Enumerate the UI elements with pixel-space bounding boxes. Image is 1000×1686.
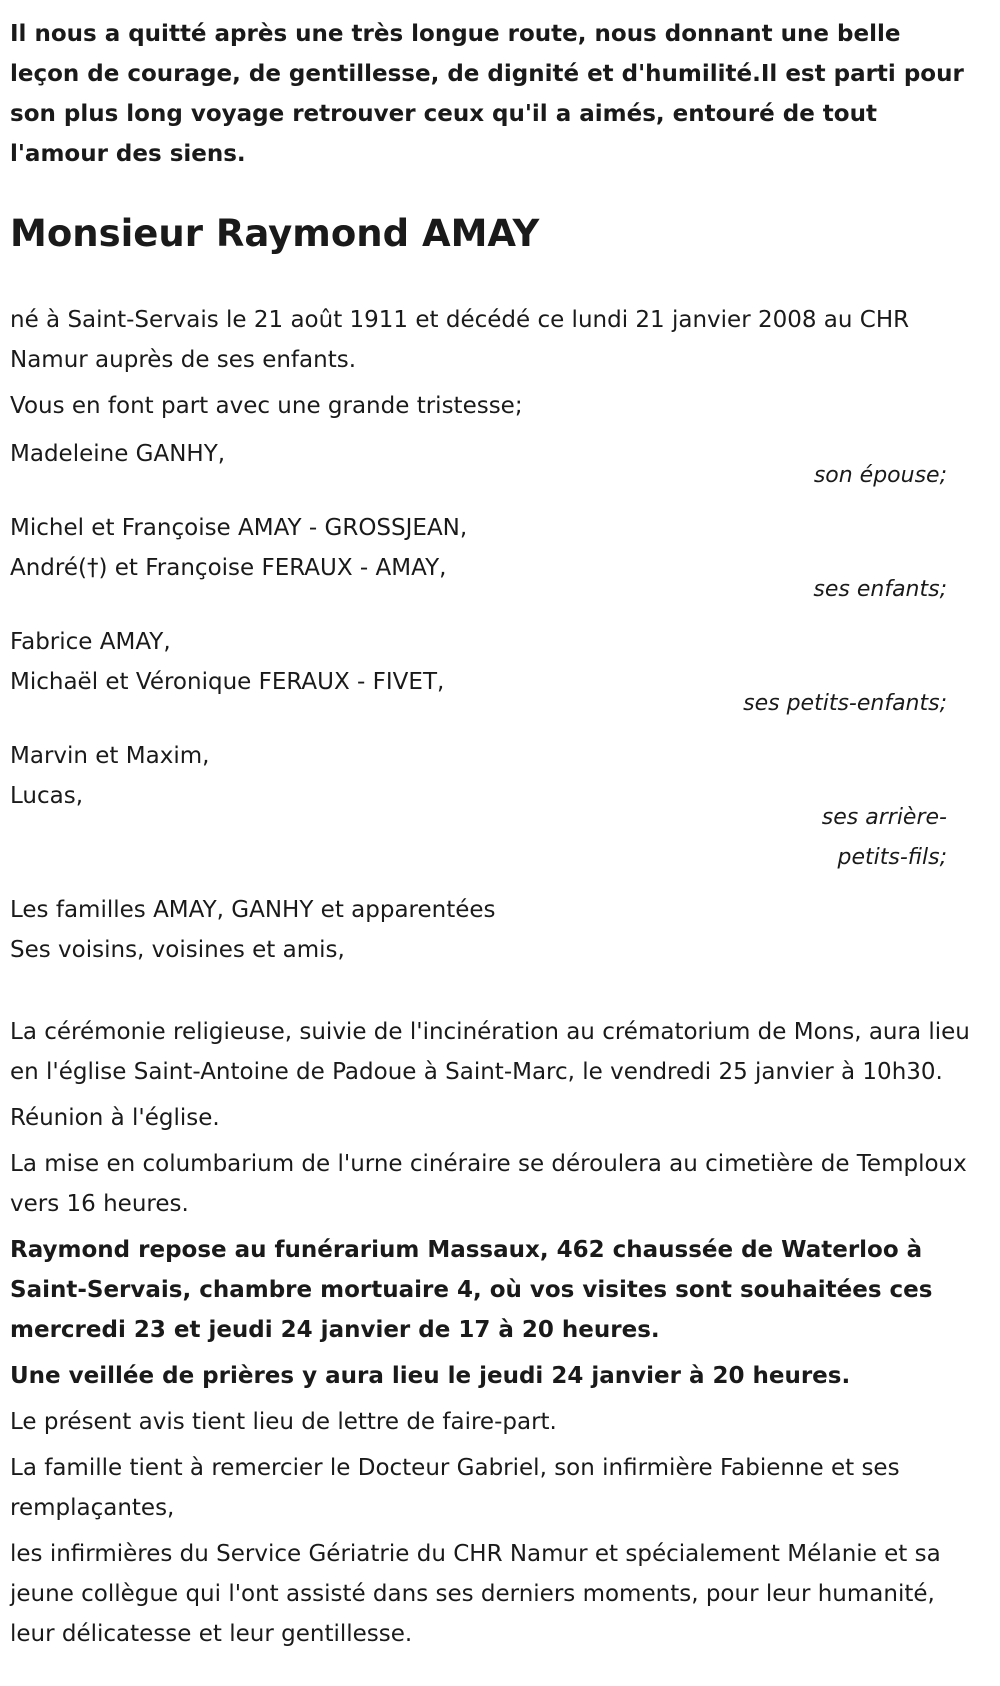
family-relation: ses arrière-	[821, 805, 947, 830]
family-group-great-grandchildren	[10, 736, 970, 878]
family-relation: ses petits-enfants;	[743, 691, 947, 716]
vigil-line: Une veillée de prières y aura lieu le jeudi 24 janvier à 20 heures.	[10, 1363, 851, 1389]
family-name-line: Fabrice AMAY,	[10, 629, 171, 655]
family-name-line: Michaël et Véronique FERAUX - FIVET,	[10, 669, 445, 695]
notice-line: Le présent avis tient lieu de lettre de faire-part.	[10, 1409, 557, 1435]
columbarium-paragraph: La mise en columbarium de l'urne cinéraire se déroulera au cimetière de Temploux vers 16 heures.	[10, 1151, 967, 1217]
family-name-line: Madeleine GANHY,	[10, 441, 226, 467]
funerarium-paragraph: Raymond repose au funérarium Massaux, 462 chaussée de Waterloo à Saint-Servais, chambre mortuaire 4, où vos visites sont souhaitées ces mercredi 23 et jeudi 24 janvier de 17 à 20 heures.	[10, 1237, 933, 1343]
meeting-line: Réunion à l'église.	[10, 1105, 220, 1131]
other-family-line: Ses voisins, voisines et amis,	[10, 937, 345, 963]
obituary-body	[10, 300, 970, 1654]
family-relation: ses enfants;	[813, 577, 947, 602]
family-relation: petits-fils;	[837, 845, 947, 870]
ceremony-paragraph: La cérémonie religieuse, suivie de l'incinération au crématorium de Mons, aura lieu en l'église Saint-Antoine de Padoue à Saint-Marc, le vendredi 25 janvier à 10h30.	[10, 1019, 970, 1085]
family-name-line: Lucas,	[10, 783, 84, 809]
family-group-grandchildren	[10, 622, 970, 724]
family-name-line: Michel et Françoise AMAY - GROSSJEAN,	[10, 515, 468, 541]
thanks-paragraph: La famille tient à remercier le Docteur Gabriel, son infirmière Fabienne et ses remplaçantes,	[10, 1455, 900, 1521]
other-family-block	[10, 890, 970, 970]
intro-paragraph: Il nous a quitté après une très longue route, nous donnant une belle leçon de courage, de gentillesse, de dignité et d'humilité.Il est parti pour son plus long voyage retrouver ceux qu'il a aimés, entouré de tout l'amour des siens.	[10, 21, 964, 167]
family-relation: son épouse;	[813, 463, 947, 488]
birth-death-paragraph: né à Saint-Servais le 21 août 1911 et décédé ce lundi 21 janvier 2008 au CHR Namur auprès de ses enfants.	[10, 307, 910, 373]
thanks-paragraph: les infirmières du Service Gériatrie du CHR Namur et spécialement Mélanie et sa jeune collègue qui l'ont assisté dans ses derniers moments, pour leur humanité, leur délicatesse et leur gentillesse.	[10, 1541, 941, 1647]
family-group-spouse	[10, 434, 970, 496]
other-family-line: Les familles AMAY, GANHY et apparentées	[10, 897, 496, 923]
deceased-name: Monsieur Raymond AMAY	[10, 212, 540, 255]
family-name-text: André(†) et Françoise FERAUX - AMAY,	[10, 555, 447, 581]
family-name-line: Marvin et Maxim,	[10, 743, 210, 769]
announcement-line: Vous en font part avec une grande tristesse;	[10, 393, 523, 419]
family-group-children	[10, 508, 970, 610]
